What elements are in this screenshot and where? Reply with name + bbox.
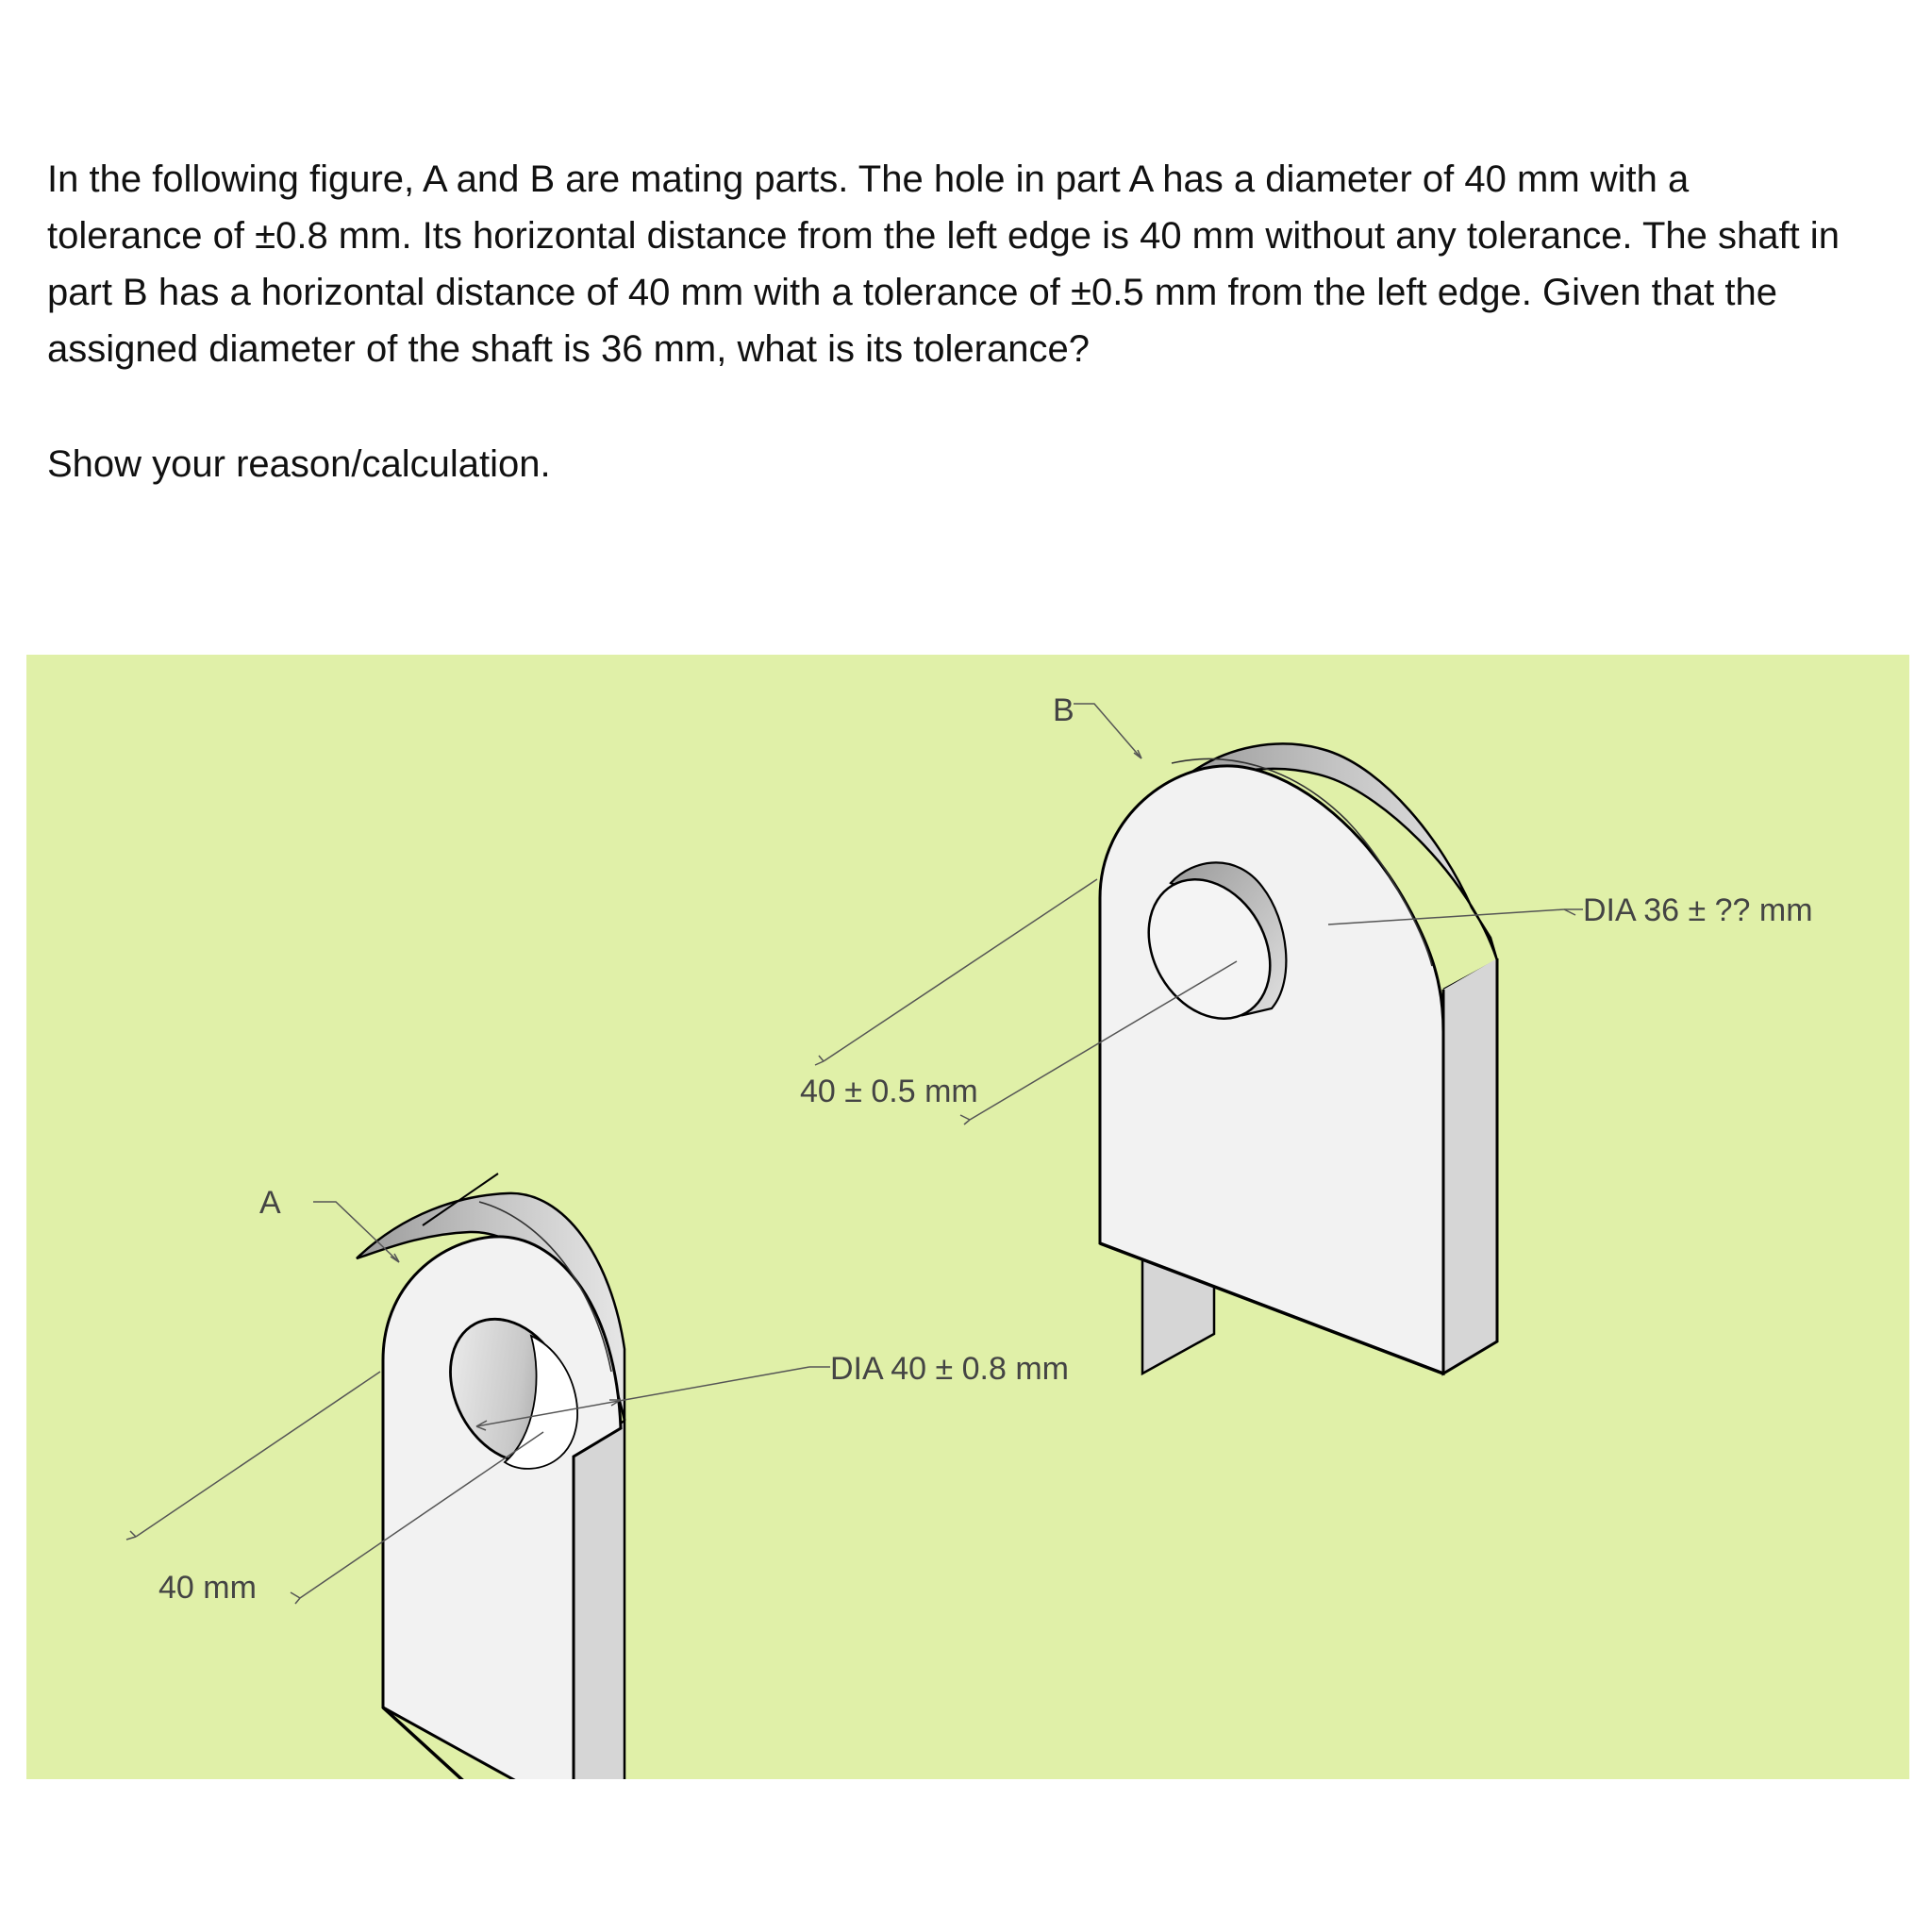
mating-parts-figure [26,655,1909,1779]
part-a [357,1174,625,1779]
instruction-text: Show your reason/calculation. [47,443,551,485]
part-b-label: B [1053,692,1074,728]
part-a-side-face [574,1421,625,1779]
question-text: In the following figure, A and B are mating parts. The hole in part A has a diameter of 40 mm with a tolerance of ±0.8 mm. Its horizontal distance from the left edge is 40 mm without any tolerance. The shaft in part B has a horizontal distance of 40 mm with a tolerance of ±0.5 mm from the left edge. Given that the assigned diameter of the shaft is 36 mm, what is its tolerance? [47,158,1840,370]
part-a-hole-label: DIA 40 ± 0.8 mm [830,1351,1069,1387]
part-a-distance-label: 40 mm [158,1570,257,1606]
part-b-shaft-label: DIA 36 ± ?? mm [1583,892,1813,928]
part-a-label: A [259,1185,281,1221]
part-b [1100,744,1497,1374]
part-b-distance-label: 40 ± 0.5 mm [800,1074,978,1109]
